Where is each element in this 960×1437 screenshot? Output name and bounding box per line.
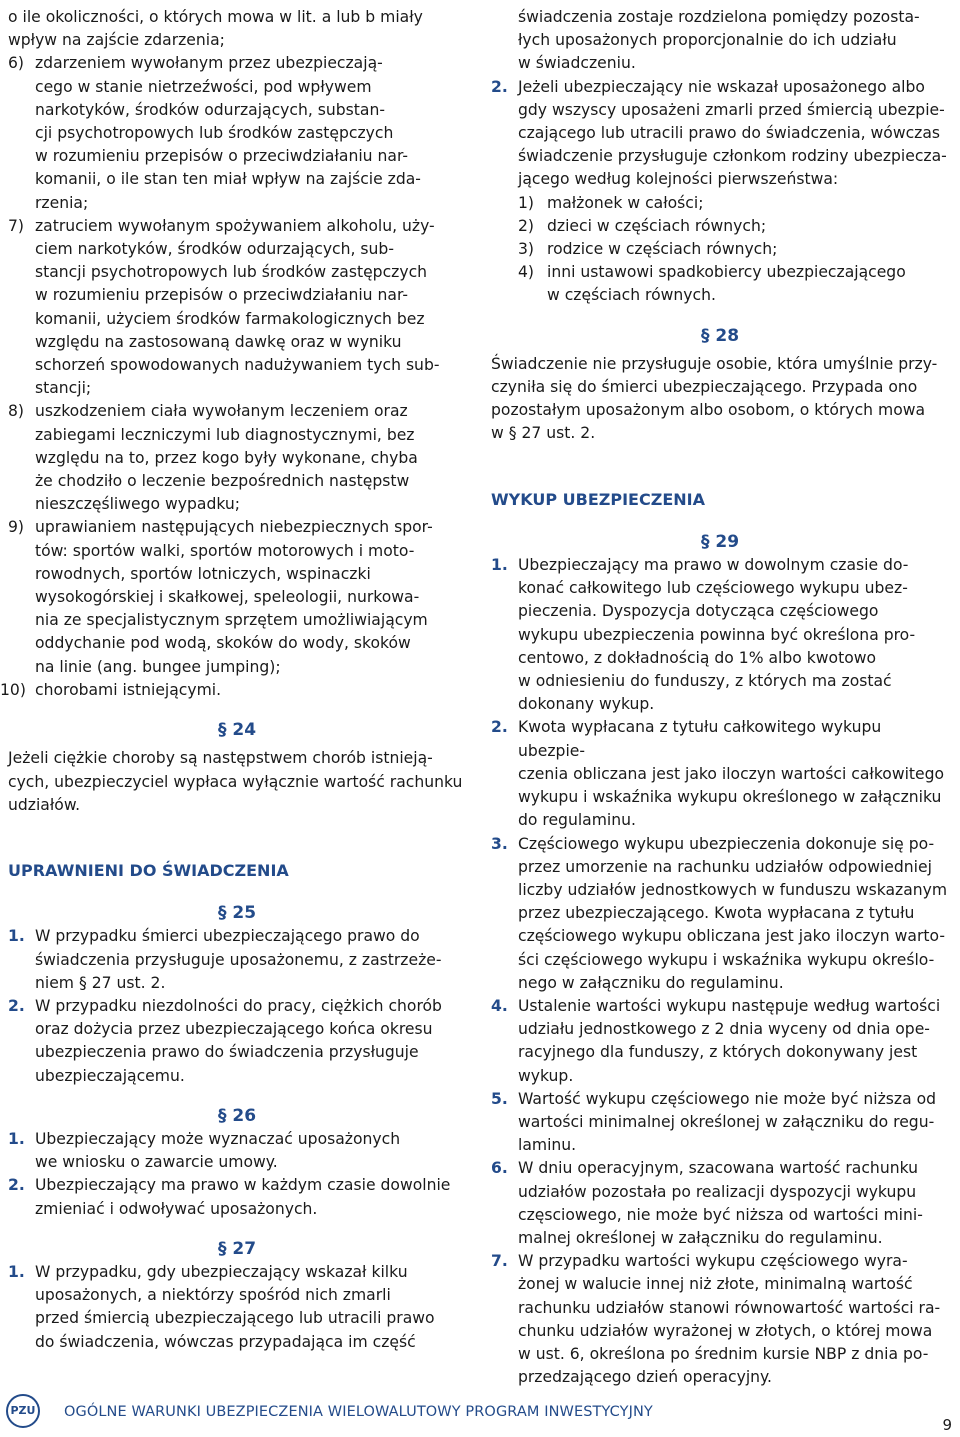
text-line: rowodnych, sportów lotniczych, wspinaczki — [35, 564, 371, 583]
footer-title: OGÓLNE WARUNKI UBEZPIECZENIA WIELOWALUTOWY PROGRAM INWESTYCYJNY — [64, 1404, 653, 1420]
text-line: ści częściowego wykupu i wskaźnika wykupu określo- — [518, 950, 935, 969]
text-line: schorzeń spowodowanych nadużywaniem tych sub- — [35, 356, 440, 375]
text-line: pieczenia. Dyspozycja dotycząca częściowego — [518, 602, 879, 621]
text-line: Świadczenie nie przysługuje osobie, która umyślnie przy- — [491, 354, 938, 373]
text-line: w częściach równych. — [547, 286, 716, 305]
text-line: przez ubezpieczającego. Kwota wypłacana z tytułu — [518, 904, 915, 923]
text-line: przedzającego dzień operacyjny. — [518, 1368, 773, 1387]
text-line: stancji; — [35, 379, 92, 398]
text-line: cych, ubezpieczyciel wypłaca wyłącznie wartość rachunku — [8, 772, 463, 791]
item-body — [35, 995, 442, 1088]
text-line: dzieci w częściach równych; — [547, 216, 767, 235]
text-line: Jeżeli ciężkie choroby są następstwem chorób istnieją- — [8, 749, 433, 768]
text-line: małżonek w całości; — [547, 193, 704, 212]
section-title-27: § 27 — [217, 1238, 257, 1259]
text-line: komanii, o ile stan ten miał wpływ na zajście zda- — [35, 170, 421, 189]
item-number: 4. — [491, 996, 508, 1015]
text-line: w odniesieniu do funduszy, z których ma zostać — [518, 672, 892, 691]
text-line: czającego lub utracili prawo do świadczenia, wówczas — [518, 124, 941, 143]
text-line: tów: sportów walki, sportów motorowych i moto- — [35, 541, 415, 560]
text-line: gdy wszyscy uposażeni zmarli przed śmiercią ubezpie- — [518, 100, 945, 119]
text-line: ciem narkotyków, środków odurzających, sub- — [35, 240, 394, 259]
list-item — [491, 1250, 949, 1389]
text-line: inni ustawowi spadkobiercy ubezpieczającego — [547, 263, 906, 282]
item-number: 2. — [491, 77, 508, 96]
item-body — [518, 833, 947, 995]
text-line: racyjnego dla funduszy, z których dokonywany jest — [518, 1043, 918, 1062]
text-line: centowo, z dokładnością do 1% albo kwotowo — [518, 648, 877, 667]
list-item — [491, 554, 949, 716]
right-column — [491, 6, 949, 1389]
text-line: w świadczeniu. — [518, 54, 636, 73]
list-item — [491, 1157, 949, 1250]
item-body — [518, 995, 940, 1088]
text-line: świadczenie przysługuje członkom rodziny ubezpiecza- — [518, 147, 947, 166]
text-line: ubezpieczenia prawo do świadczenia przysługuje — [35, 1043, 419, 1062]
item-body — [35, 679, 221, 702]
text-line: chunku udziałów wyrażonej w złotych, o której mowa — [518, 1321, 933, 1340]
list-item — [8, 995, 466, 1088]
text-line: Ubezpieczający ma prawo w każdym czasie dowolnie — [35, 1176, 451, 1195]
item-number: 3) — [518, 240, 535, 259]
continued-paragraph — [491, 6, 949, 76]
text-line: ubezpieczającemu. — [35, 1066, 185, 1085]
item-number: 2. — [8, 1176, 25, 1195]
text-line: częsciowego, nie może być niższa od wartości mini- — [518, 1205, 923, 1224]
list-item — [518, 238, 947, 261]
text-line: w § 27 ust. 2. — [491, 424, 596, 443]
item-body — [518, 1157, 923, 1250]
text-line: niem § 27 ust. 2. — [35, 973, 166, 992]
text-line: malnej określonej w załączniku do regulaminu. — [518, 1228, 883, 1247]
text-line: o ile okoliczności, o których mowa w lit. a lub b miały — [8, 8, 423, 26]
list-item — [8, 1261, 466, 1354]
text-line: nieszczęśliwego wypadku; — [35, 495, 241, 514]
item-number: 1) — [518, 193, 535, 212]
text-line: wykupu ubezpieczenia powinna być określona pro- — [518, 625, 916, 644]
text-line: Ustalenie wartości wykupu następuje według wartości — [518, 996, 941, 1015]
text-line: względu na zastosowaną dawkę oraz w wyniku — [35, 332, 402, 351]
list-item — [8, 1174, 466, 1220]
list-item — [518, 192, 947, 215]
item-number: 9) — [8, 518, 25, 537]
item-body — [35, 215, 439, 401]
page-number: 9 — [942, 1416, 952, 1434]
text-line: W przypadku niezdolności do pracy, ciężkich chorób — [35, 996, 442, 1015]
text-line: oraz dożycia przez ubezpieczającego końca okresu — [35, 1020, 433, 1039]
item-body — [35, 52, 421, 214]
text-line: żonej w walucie innej niż złote, minimalną wartość — [518, 1275, 913, 1294]
item-number: 8) — [8, 402, 25, 421]
item-number: 10) — [0, 680, 26, 699]
text-line: narkotyków, środków odurzających, substan- — [35, 100, 385, 119]
list-item — [0, 679, 466, 702]
text-line: wartości minimalnej określonej w załączniku do regu- — [518, 1112, 935, 1131]
text-line: Jeżeli ubezpieczający nie wskazał uposażonego albo — [518, 77, 925, 96]
text-line: nego w załączniku do regulaminu. — [518, 973, 784, 992]
text-line: wysokogórskiej i skałkowej, speleologii, nurkowa- — [35, 588, 420, 607]
text-line: udziałów pozostała po realizacji dyspozycji wykupu — [518, 1182, 917, 1201]
text-line: W przypadku śmierci ubezpieczającego prawo do — [35, 927, 420, 946]
list-item — [518, 215, 947, 238]
text-line: że chodziło o leczenie bezpośrednich następstw — [35, 472, 410, 491]
text-line: wpływ na zajście zdarzenia; — [8, 31, 225, 50]
text-line: zdarzeniem wywołanym przez ubezpieczają- — [35, 54, 383, 73]
item-body — [35, 1128, 400, 1174]
section-title-28: § 28 — [700, 325, 740, 346]
item-body — [518, 76, 947, 308]
item-number: 5. — [491, 1089, 508, 1108]
text-line: liczby udziałów jednostkowych w funduszu wskazanym — [518, 880, 948, 899]
item-body — [518, 1088, 936, 1158]
item-body — [518, 554, 915, 716]
chapter-heading-beneficiaries: UPRAWNIENI DO ŚWIADCZENIA — [8, 860, 289, 880]
text-line: W przypadku wartości wykupu częściowego wyra- — [518, 1252, 908, 1271]
text-line: wykupu i wskaźnika wykupu określonego w załączniku — [518, 788, 942, 807]
text-line: Kwota wypłacana z tytułu całkowitego wykupu ubezpie- — [518, 718, 882, 760]
text-line: chorobami istniejącymi. — [35, 680, 222, 699]
text-line: W dniu operacyjnym, szacowana wartość rachunku — [518, 1159, 919, 1178]
text-line: udziałów. — [8, 795, 81, 814]
page-footer — [0, 1390, 960, 1434]
text-line: cego w stanie nietrzeźwości, pod wpływem — [35, 77, 372, 96]
chapter-heading-surrender: WYKUP UBEZPIECZENIA — [491, 489, 705, 509]
text-line: Częściowego wykupu ubezpieczenia dokonuje się po- — [518, 834, 935, 853]
text-line: czenia obliczana jest jako iloczyn wartości całkowitego — [518, 764, 945, 783]
text-line: rachunku udziałów stanowi równowartość wartości ra- — [518, 1298, 941, 1317]
text-line: zabiegami leczniczymi lub diagnostycznymi, bez — [35, 425, 415, 444]
item-number: 1. — [8, 1129, 25, 1148]
text-line: komanii, użyciem środków farmakologicznych bez — [35, 309, 425, 328]
item-body — [35, 1261, 435, 1354]
item-number: 7. — [491, 1252, 508, 1271]
item-number: 1. — [8, 927, 25, 946]
item-number: 2. — [8, 996, 25, 1015]
item-body — [35, 400, 418, 516]
pzu-logo: PZU — [6, 1394, 40, 1428]
item-number: 2) — [518, 216, 535, 235]
list-item — [491, 716, 949, 832]
item-number: 6) — [8, 54, 25, 73]
item-body — [518, 1250, 940, 1389]
item-number: 1. — [8, 1262, 25, 1281]
text-line: dokonany wykup. — [518, 695, 655, 714]
item-body — [35, 1174, 450, 1220]
list-item — [491, 995, 949, 1088]
text-line: stancji psychotropowych lub środków zastępczych — [35, 263, 428, 282]
item-number: 2. — [491, 718, 508, 737]
list-item — [518, 261, 947, 307]
list-item — [8, 925, 466, 995]
item-body — [35, 925, 441, 995]
text-line: świadczenia przysługuje uposażonemu, z zastrzeże- — [35, 950, 442, 969]
text-line: Ubezpieczający może wyznaczać uposażonych — [35, 1129, 401, 1148]
text-line: w rozumieniu przepisów o przeciwdziałaniu nar- — [35, 147, 408, 166]
text-line: przez umorzenie na rachunku udziałów odpowiedniej — [518, 857, 932, 876]
text-line: względu na to, przez kogo były wykonane, chyba — [35, 448, 418, 467]
text-line: świadczenia zostaje rozdzielona pomiędzy pozosta- — [518, 8, 920, 26]
list-item — [491, 1088, 949, 1158]
list-item — [8, 516, 466, 678]
lead-paragraph — [8, 6, 466, 52]
text-line: Ubezpieczający ma prawo w dowolnym czasie do- — [518, 556, 909, 575]
text-line: przed śmiercią ubezpieczającego lub utracili prawo — [35, 1309, 435, 1328]
text-line: rodzice w częściach równych; — [547, 240, 778, 259]
text-line: wykup. — [518, 1066, 574, 1085]
text-line: uprawianiem następujących niebezpiecznych spor- — [35, 518, 433, 537]
item-number: 1. — [491, 556, 508, 575]
section-title-26: § 26 — [217, 1105, 257, 1126]
section-title-25: § 25 — [217, 903, 257, 924]
text-line: we wniosku o zawarcie umowy. — [35, 1153, 278, 1172]
item-body — [518, 716, 949, 832]
item-number: 7) — [8, 216, 25, 235]
text-line: częściowego wykupu obliczana jest jako iloczyn warto- — [518, 927, 945, 946]
text-line: jącego według kolejności pierwszeństwa: — [518, 170, 839, 189]
text-line: Wartość wykupu częściowego nie może być niższa od — [518, 1089, 937, 1108]
item-number: 6. — [491, 1159, 508, 1178]
text-line: pozostałym uposażonym albo osobom, o których mowa — [491, 401, 926, 420]
text-line: udziału jednostkowego z 2 dnia wyceny od dnia ope- — [518, 1020, 930, 1039]
list-item — [491, 833, 949, 995]
list-item — [491, 76, 949, 308]
text-line: na linie (ang. bungee jumping); — [35, 657, 281, 676]
text-line: cji psychotropowych lub środków zastępczych — [35, 124, 394, 143]
item-body — [35, 516, 433, 678]
text-line: oddychanie pod wodą, skoków do wody, skoków — [35, 634, 411, 653]
text-line: w ust. 6, określona po średnim kursie NBP z dnia po- — [518, 1344, 929, 1363]
item-number: 4) — [518, 263, 535, 282]
text-line: łych uposażonych proporcjonalnie do ich udziału — [518, 31, 897, 50]
list-item — [8, 1128, 466, 1174]
item-body — [547, 261, 906, 307]
section-title-29: § 29 — [700, 531, 740, 552]
text-line: czyniła się do śmierci ubezpieczającego. Przypada ono — [491, 378, 918, 397]
section-24-paragraph — [8, 747, 466, 817]
list-item — [8, 52, 466, 214]
text-line: w rozumieniu przepisów o przeciwdziałaniu nar- — [35, 286, 408, 305]
item-number: 3. — [491, 834, 508, 853]
text-line: W przypadku, gdy ubezpieczający wskazał kilku — [35, 1262, 408, 1281]
text-line: uposażonych, a niektórzy spośród nich zmarli — [35, 1286, 391, 1305]
text-line: do regulaminu. — [518, 811, 636, 830]
text-line: zatruciem wywołanym spożywaniem alkoholu, uży- — [35, 216, 435, 235]
text-line: nia ze specjalistycznym sprzętem umożliwiającym — [35, 611, 428, 630]
text-line: laminu. — [518, 1136, 577, 1155]
text-line: do świadczenia, wówczas przypadająca im część — [35, 1332, 416, 1351]
list-item — [8, 215, 466, 401]
text-line: zmieniać i odwoływać uposażonych. — [35, 1199, 318, 1218]
left-column — [0, 6, 466, 1354]
section-title-24: § 24 — [217, 720, 257, 741]
list-item — [8, 400, 466, 516]
text-line: uszkodzeniem ciała wywołanym leczeniem oraz — [35, 402, 408, 421]
section-28-paragraph — [491, 353, 949, 446]
text-line: rzenia; — [35, 193, 89, 212]
text-line: konać całkowitego lub częściowego wykupu ubez- — [518, 579, 908, 598]
